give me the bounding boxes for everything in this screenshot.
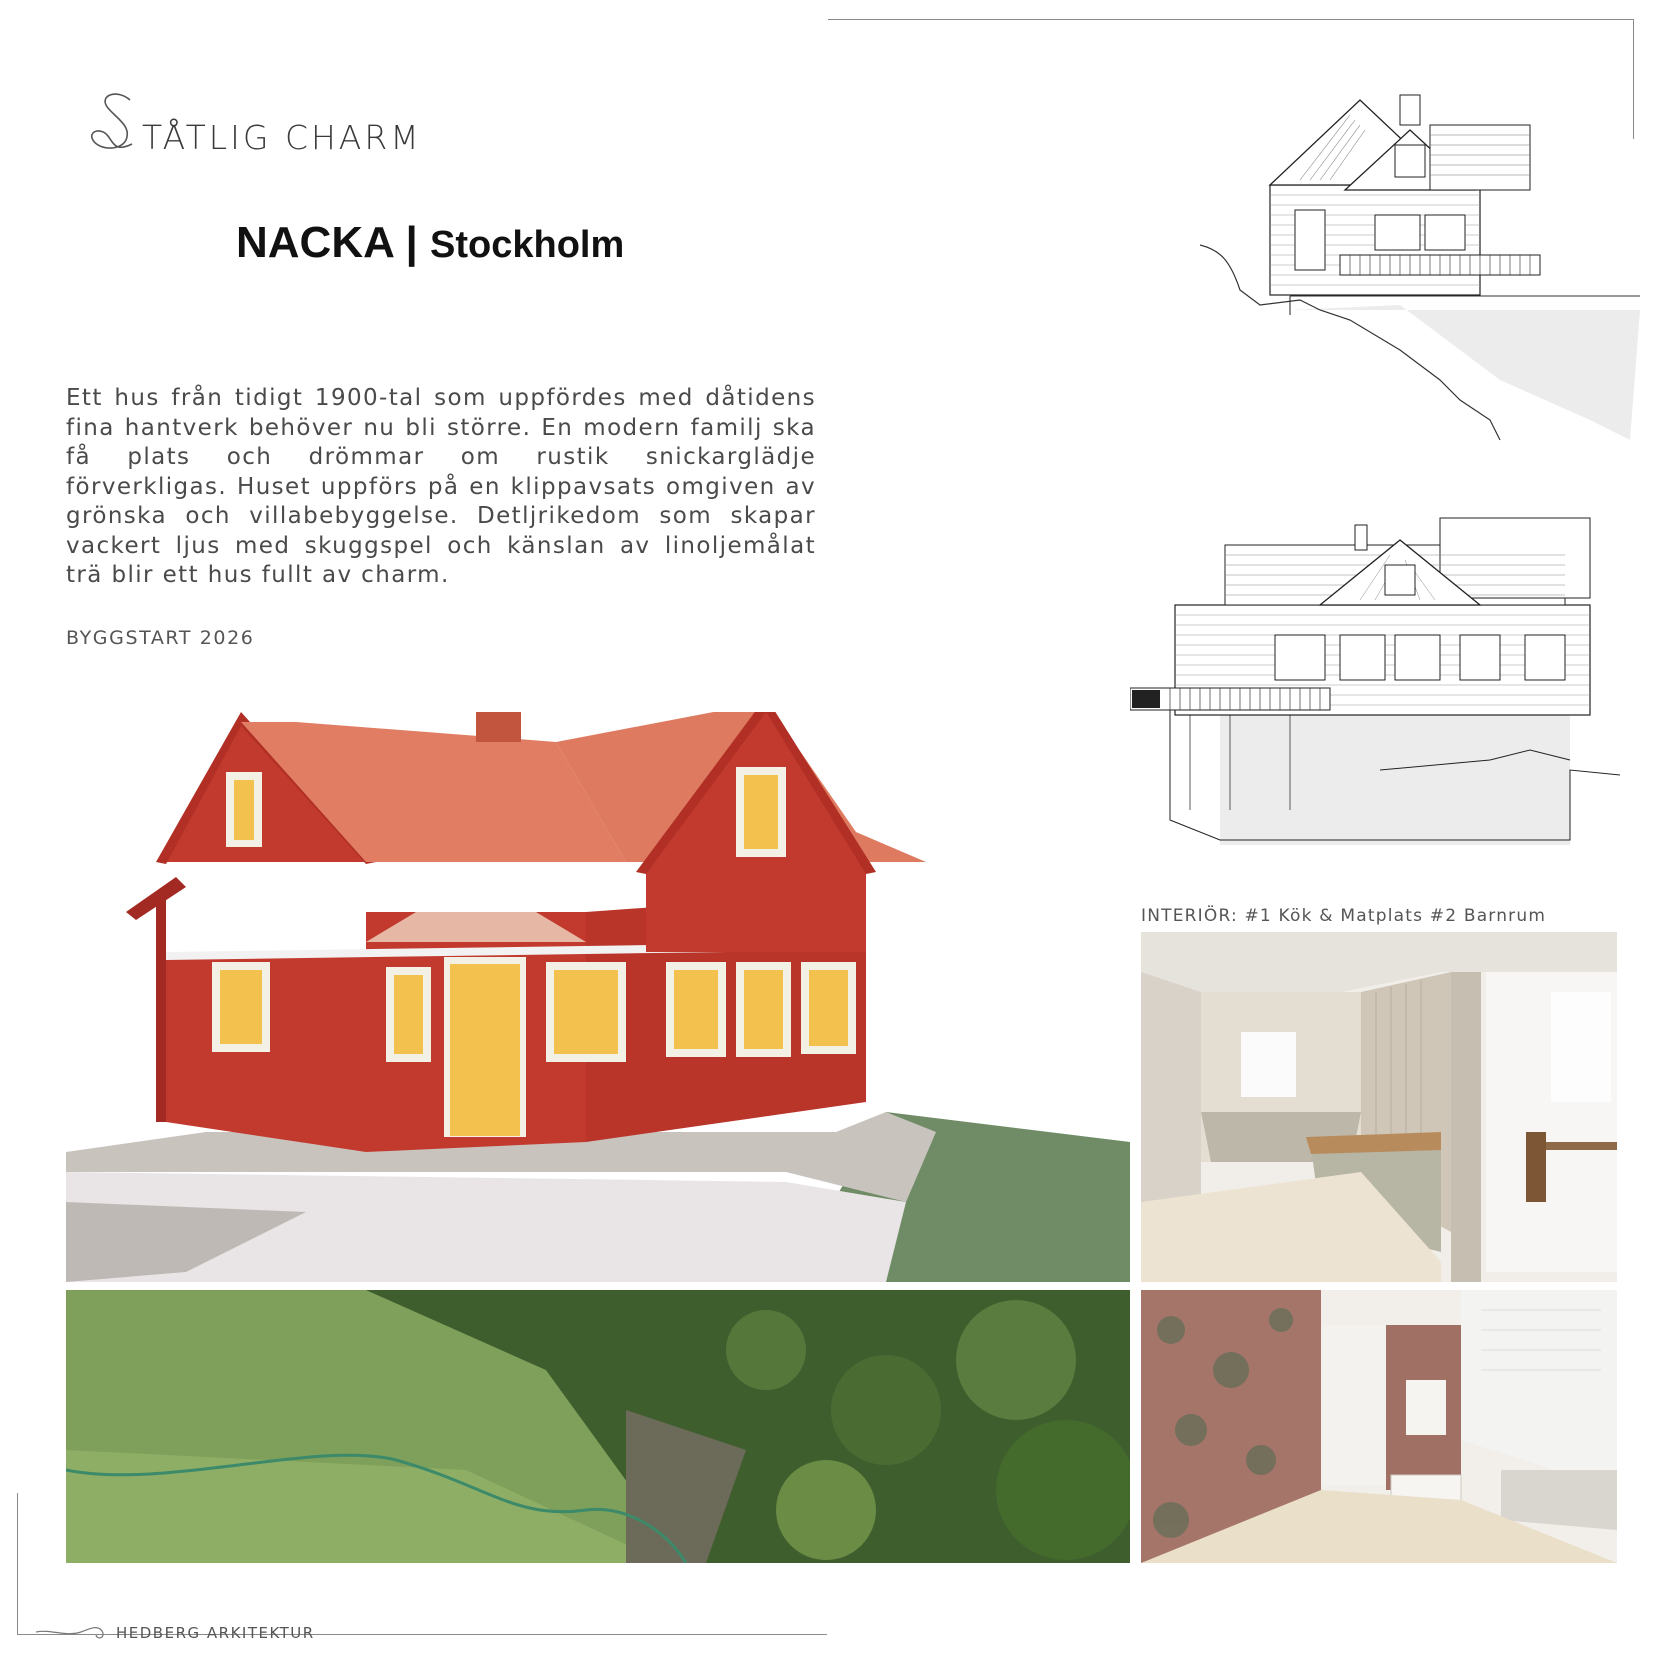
- swirl-ornament-icon: [36, 1617, 112, 1647]
- page-title: [236, 218, 624, 268]
- project-description: Ett hus från tidigt 1900-tal som uppfördes med dåtidens fina hantverk behöver nu bli större. En modern familj ska få plats och drömmar om rustik snickarglädje förverkligas. Huset uppförs på en klippavsats omgiven av grönska och villabebyggelse. Detljrikedom som skapar vackert ljus med skuggspel och känslan av linoljemålat trä blir ett hus fullt av charm.: [66, 385, 816, 588]
- title-separator: |: [405, 218, 418, 267]
- brand-name: TÅTLIG CHARM: [142, 118, 422, 157]
- left-frame-line: [17, 1493, 18, 1635]
- elevation-drawing-side: [1200, 80, 1640, 450]
- interior-kidsroom-image: [1141, 1290, 1617, 1563]
- company-name: HEDBERG ARKITEKTUR: [116, 1624, 315, 1642]
- project-location: NACKA: [236, 218, 394, 267]
- interior-label: INTERIÖR: #1 Kök & Matplats #2 Barnrum: [1141, 906, 1547, 926]
- project-city: Stockholm: [430, 224, 625, 266]
- top-frame-line: [828, 19, 1634, 20]
- script-s-logo-icon: [86, 88, 150, 158]
- interior-kitchen-image: [1141, 932, 1617, 1282]
- house-render-image: [66, 712, 1130, 1282]
- site-photo: [66, 1290, 1130, 1563]
- build-start: BYGGSTART 2026: [66, 627, 255, 649]
- elevation-drawing-front: [1130, 510, 1640, 850]
